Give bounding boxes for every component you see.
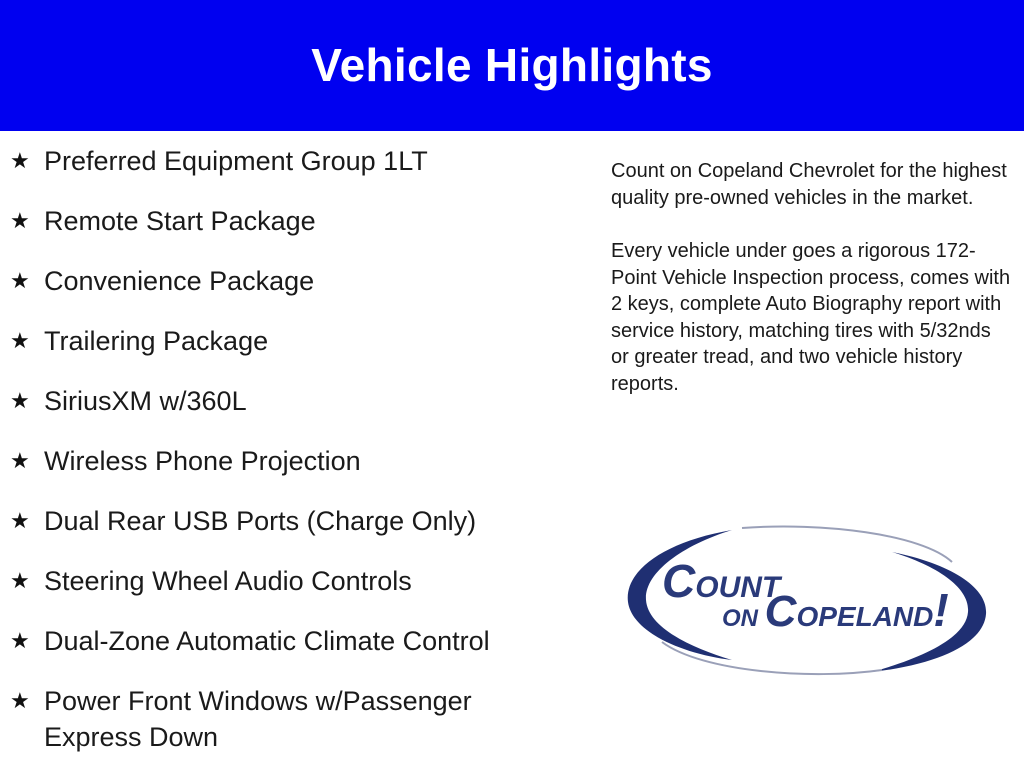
feature-item bbox=[10, 623, 570, 659]
feature-label: Dual-Zone Automatic Climate Control bbox=[44, 626, 490, 656]
feature-item bbox=[10, 323, 570, 359]
logo-graphic bbox=[622, 522, 992, 678]
feature-item bbox=[10, 203, 570, 239]
feature-label: Trailering Package bbox=[44, 326, 269, 356]
feature-list bbox=[10, 143, 570, 768]
feature-item bbox=[10, 503, 570, 539]
feature-label: Convenience Package bbox=[44, 266, 315, 296]
star-icon: ★ bbox=[10, 508, 30, 533]
feature-label: SiriusXM w/360L bbox=[44, 386, 247, 416]
feature-item bbox=[10, 383, 570, 419]
page-title: Vehicle Highlights bbox=[311, 38, 713, 91]
star-icon: ★ bbox=[10, 268, 30, 293]
feature-label: Remote Start Package bbox=[44, 206, 316, 236]
header-banner bbox=[0, 0, 1024, 131]
feature-item bbox=[10, 683, 544, 755]
star-icon: ★ bbox=[10, 568, 30, 593]
feature-label: Preferred Equipment Group 1LT bbox=[44, 146, 428, 176]
feature-item bbox=[10, 263, 570, 299]
star-icon: ★ bbox=[10, 688, 30, 713]
info-paragraph: Count on Copeland Chevrolet for the highest quality pre-owned vehicles in the market. bbox=[611, 160, 1007, 209]
star-icon: ★ bbox=[10, 148, 30, 173]
star-icon: ★ bbox=[10, 628, 30, 653]
info-paragraph: Every vehicle under goes a rigorous 172-Point Vehicle Inspection process, comes with 2 keys, complete Auto Biography report with service history, matching tires with 5/32nds or greater tread, and two vehicle history reports. bbox=[611, 240, 1011, 395]
feature-label: Wireless Phone Projection bbox=[44, 446, 361, 476]
star-icon: ★ bbox=[10, 448, 30, 473]
feature-label: Power Front Windows w/Passenger Express Down bbox=[44, 686, 472, 752]
dealer-info bbox=[611, 158, 1011, 424]
star-icon: ★ bbox=[10, 208, 30, 233]
star-icon: ★ bbox=[10, 388, 30, 413]
feature-label: Steering Wheel Audio Controls bbox=[44, 566, 412, 596]
feature-label: Dual Rear USB Ports (Charge Only) bbox=[44, 506, 477, 536]
logo-line-1: COUNT bbox=[662, 555, 781, 607]
count-on-copeland-logo bbox=[622, 522, 992, 678]
star-icon: ★ bbox=[10, 328, 30, 353]
logo-line-2: ON COPELAND! bbox=[722, 584, 949, 636]
feature-item bbox=[10, 563, 570, 599]
feature-item bbox=[10, 443, 570, 479]
feature-item bbox=[10, 143, 570, 179]
